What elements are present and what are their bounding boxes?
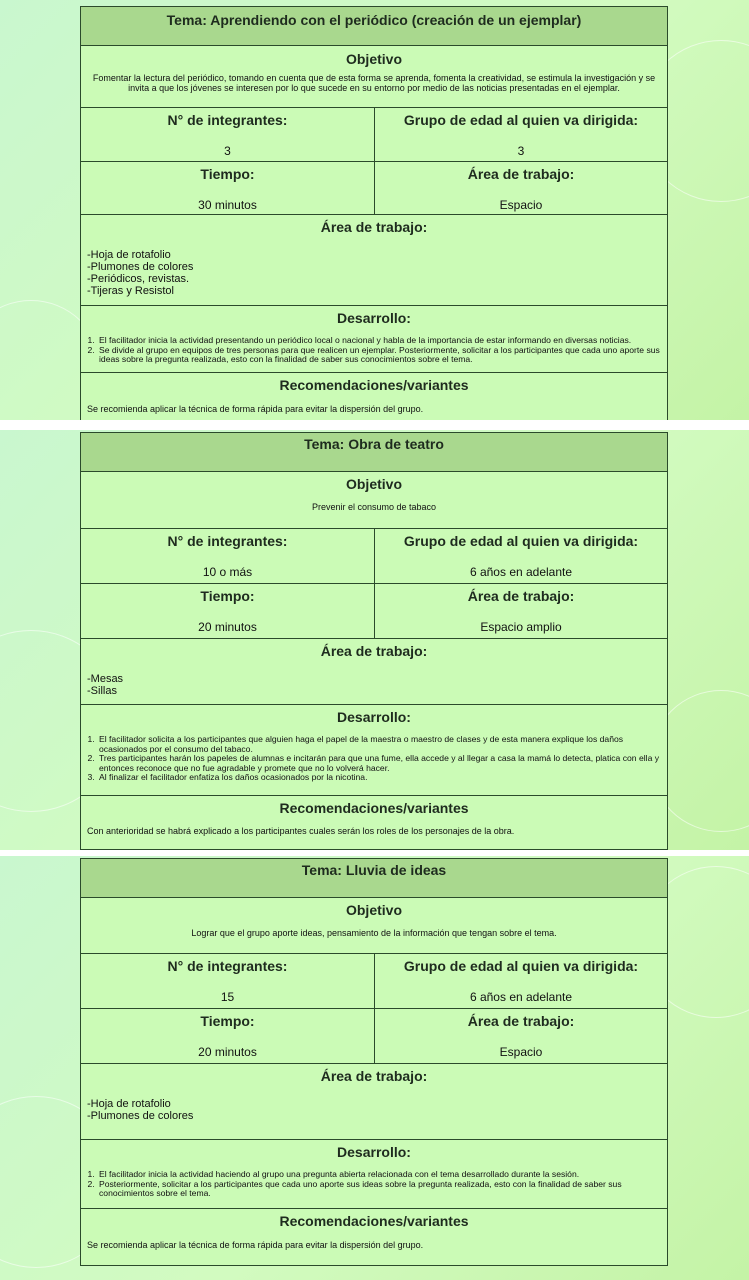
objective-label: Objetivo — [345, 51, 402, 67]
materials-section — [81, 214, 667, 305]
development-label: Desarrollo: — [337, 1144, 411, 1160]
card-title: Tema: Lluvia de ideas — [81, 859, 667, 897]
objective-section — [81, 471, 667, 528]
work-area-value: Espacio — [499, 1045, 543, 1059]
development-list — [81, 1170, 667, 1199]
recommendations-section — [81, 795, 667, 850]
panel-2 — [0, 430, 749, 850]
time-cell — [81, 162, 375, 214]
age-group-label: Grupo de edad al quien va dirigida: — [403, 533, 639, 549]
development-step: 1. El facilitador inicia la actividad haciendo al grupo una pregunta abierta relacionada con el tema desarrollado durante la sesión. — [97, 1170, 667, 1180]
objective-label: Objetivo — [345, 902, 402, 918]
materials-item: -Plumones de colores — [87, 261, 194, 273]
development-section — [81, 305, 667, 372]
materials-label: Área de trabajo: — [320, 643, 428, 659]
activity-card — [80, 432, 668, 850]
work-area-value: Espacio amplio — [480, 620, 562, 634]
recommendations-label: Recomendaciones/variantes — [279, 1213, 469, 1229]
work-area-label: Área de trabajo: — [467, 588, 575, 604]
materials-item: -Mesas — [87, 673, 124, 685]
age-group-value: 6 años en adelante — [469, 565, 573, 579]
time-area-row — [81, 583, 667, 638]
objective-label: Objetivo — [345, 476, 402, 492]
card-title: Tema: Aprendiendo con el periódico (creación de un ejemplar) — [81, 7, 667, 45]
age-group-cell — [375, 108, 667, 161]
integrants-age-row — [81, 953, 667, 1008]
development-list — [81, 336, 667, 365]
materials-list — [81, 1084, 667, 1122]
work-area-label: Área de trabajo: — [467, 1013, 575, 1029]
age-group-label: Grupo de edad al quien va dirigida: — [403, 112, 639, 128]
age-group-value: 3 — [517, 144, 525, 158]
recommendations-section — [81, 1208, 667, 1267]
integrants-age-row — [81, 528, 667, 583]
development-step: 2. Tres participantes harán los papeles de alumnas e incitarán para que una fume, ella accede y al llegar a casa la mamá lo detecta, platica con ella y entonces reconoce que no fue agradable y promete que no lo volverá hacer. — [97, 754, 667, 773]
activity-card — [80, 6, 668, 420]
recommendations-text: Se recomienda aplicar la técnica de forma rápida para evitar la dispersión del grupo. — [87, 1240, 424, 1250]
integrants-value: 3 — [224, 144, 231, 158]
recommendations-label: Recomendaciones/variantes — [279, 377, 469, 393]
integrants-cell — [81, 108, 375, 161]
materials-item: -Hoja de rotafolio — [87, 1098, 171, 1110]
work-area-label: Área de trabajo: — [467, 166, 575, 182]
integrants-value: 10 o más — [202, 565, 253, 579]
work-area-value: Espacio — [499, 198, 543, 212]
card-title: Tema: Obra de teatro — [81, 433, 667, 471]
objective-section — [81, 45, 667, 107]
objective-text: Prevenir el consumo de tabaco — [311, 502, 437, 512]
materials-label: Área de trabajo: — [320, 219, 428, 235]
time-label: Tiempo: — [200, 588, 255, 604]
time-label: Tiempo: — [200, 166, 255, 182]
integrants-label: N° de integrantes: — [167, 958, 288, 974]
development-step: 2. Se divide al grupo en equipos de tres personas para que realicen un ejemplar. Posteriormente, solicitar a los participantes que cada uno aporte sus ideas sobre la pregunta realizada, esto con la finalidad de saber sus conocimientos sobre el tema. — [97, 346, 667, 365]
age-group-value: 6 años en adelante — [469, 990, 573, 1004]
development-step: 2. Posteriormente, solicitar a los participantes que cada uno aporte sus ideas sobre la pregunta realizada, esto con la finalidad de saber sus conocimientos sobre el tema. — [97, 1180, 667, 1199]
integrants-age-row — [81, 107, 667, 161]
integrants-label: N° de integrantes: — [167, 112, 288, 128]
time-value: 20 minutos — [198, 620, 257, 634]
integrants-cell — [81, 529, 375, 583]
age-group-label: Grupo de edad al quien va dirigida: — [403, 958, 639, 974]
integrants-value: 15 — [220, 990, 235, 1004]
materials-section — [81, 638, 667, 704]
time-cell — [81, 584, 375, 638]
time-area-row — [81, 161, 667, 214]
objective-section — [81, 897, 667, 953]
materials-item: -Sillas — [87, 685, 117, 697]
development-step: 3. Al finalizar el facilitador enfatiza los daños ocasionados por la nicotina. — [97, 773, 667, 783]
development-label: Desarrollo: — [337, 709, 411, 725]
materials-item: -Tijeras y Resistol — [87, 285, 174, 297]
panel-1 — [0, 0, 749, 420]
work-area-cell — [375, 1009, 667, 1063]
development-section — [81, 1139, 667, 1208]
development-label: Desarrollo: — [337, 310, 411, 326]
panel-3 — [0, 856, 749, 1280]
time-label: Tiempo: — [200, 1013, 255, 1029]
objective-text: Fomentar la lectura del periódico, tomando en cuenta que de esta forma se aprenda, fomenta la creatividad, se estimula la investigación y se invita a que los jóvenes se interesen por lo que sucede en su entorno por medio de las noticias presentadas en el ejemplar. — [92, 73, 656, 93]
development-step: 1. El facilitador solicita a los participantes que alguien haga el papel de la maestra o maestro de clases y de esta manera explique los daños ocasionados por el consumo del tabaco. — [97, 735, 667, 754]
time-area-row — [81, 1008, 667, 1063]
development-step: 1. El facilitador inicia la actividad presentando un periódico local o nacional y habla de la importancia de estar informando en diversas noticias. — [97, 336, 667, 346]
materials-list — [81, 235, 667, 297]
activity-card — [80, 858, 668, 1266]
recommendations-text: Se recomienda aplicar la técnica de forma rápida para evitar la dispersión del grupo. — [87, 404, 424, 414]
materials-list — [81, 659, 667, 697]
integrants-label: N° de integrantes: — [167, 533, 288, 549]
recommendations-section — [81, 372, 667, 420]
time-value: 20 minutos — [198, 1045, 257, 1059]
time-cell — [81, 1009, 375, 1063]
time-value: 30 minutos — [198, 198, 257, 212]
materials-label: Área de trabajo: — [320, 1068, 428, 1084]
recommendations-label: Recomendaciones/variantes — [279, 800, 469, 816]
materials-section — [81, 1063, 667, 1139]
materials-item: -Plumones de colores — [87, 1110, 194, 1122]
objective-text: Lograr que el grupo aporte ideas, pensamiento de la información que tengan sobre el tema. — [191, 928, 557, 938]
work-area-cell — [375, 162, 667, 214]
development-section — [81, 704, 667, 795]
materials-item: -Hoja de rotafolio — [87, 249, 171, 261]
age-group-cell — [375, 529, 667, 583]
age-group-cell — [375, 954, 667, 1008]
integrants-cell — [81, 954, 375, 1008]
development-list — [81, 735, 667, 783]
materials-item: -Periódicos, revistas. — [87, 273, 190, 285]
recommendations-text: Con anterioridad se habrá explicado a los participantes cuales serán los roles de los personajes de la obra. — [87, 826, 515, 836]
work-area-cell — [375, 584, 667, 638]
